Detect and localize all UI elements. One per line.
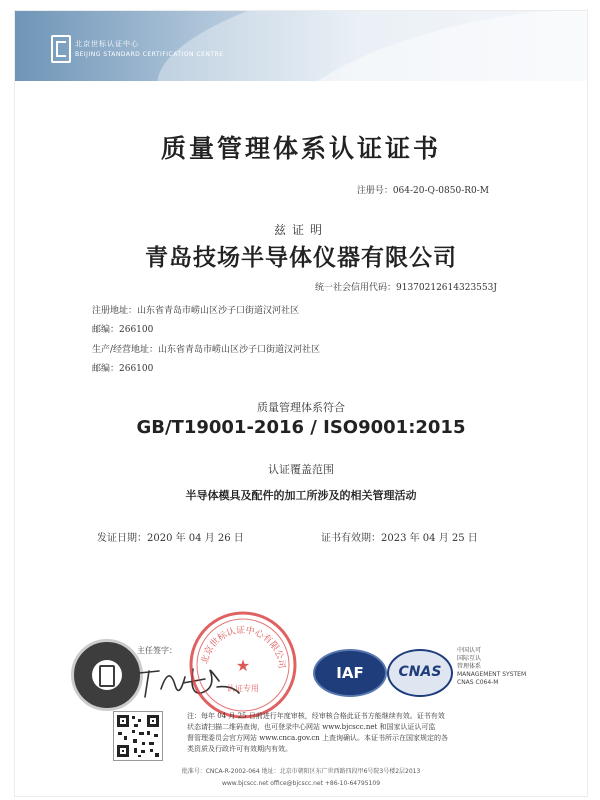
official-seal-icon	[187, 609, 299, 721]
org-name-cn: 北京世标认证中心	[75, 40, 139, 48]
cnas-text-line: 管理体系	[457, 663, 482, 670]
scope-text: 半导体模具及配件的加工所涉及的相关管理活动	[185, 489, 417, 502]
cnas-text-line: MANAGEMENT SYSTEM	[457, 671, 527, 678]
certificate-title: 质量管理体系认证证书	[160, 134, 441, 163]
header-banner	[15, 11, 587, 81]
signatory-label: 主任签字：	[137, 646, 177, 655]
standard-text: GB/T19001-2016 / ISO9001:2015	[136, 417, 466, 438]
expiry-date: 证书有效期：2023 年 04 月 25 日	[321, 533, 478, 544]
postcode-operating: 邮编：266100	[92, 364, 154, 374]
iaf-label: IAF	[336, 664, 364, 682]
footer-approval: 批准号：CNCA-R-2002-064 地址：北京市朝阳区东广世西路四段甲6号院3号楼2层2013	[181, 768, 421, 775]
company-name: 青岛技场半导体仪器有限公司	[145, 244, 457, 271]
certificate-sheet	[14, 10, 588, 797]
certify-text: 兹证明	[273, 223, 328, 237]
cnas-description	[457, 647, 526, 687]
postcode-registered: 邮编：266100	[92, 325, 154, 335]
credit-code: 统一社会信用代码：91370212614323553J	[315, 283, 497, 293]
footer-contact: www.bjcscc.net office@bjcscc.net +86-10-64795109	[221, 780, 381, 787]
note-line: 状态请扫描二维码查询，也可登录中心网站 www.bjcscc.net 和国家认证认可监	[187, 723, 436, 731]
qr-code-icon[interactable]	[113, 711, 163, 761]
operating-address: 生产/经营地址：山东省青岛市崂山区沙子口街道汉河社区	[92, 345, 321, 355]
cnas-label: CNAS	[398, 664, 442, 680]
cnas-text-line: CNAS C064-M	[457, 679, 499, 686]
conform-text: 质量管理体系符合	[257, 401, 345, 414]
registration-number: 注册号：064-20-Q-0850-R0-M	[356, 186, 489, 196]
scope-label: 认证覆盖范围	[268, 463, 334, 476]
note-line: 注：每年 04 月 25 日前进行年度审核，经审核合格此证书方能继续有效。证书有效	[187, 712, 445, 720]
svg-text:★: ★	[235, 656, 251, 675]
certificate-notes	[187, 711, 532, 755]
issue-date: 发证日期：2020 年 04 月 26 日	[97, 533, 244, 544]
seal-text: 北京世标认证中心有限公司	[200, 625, 287, 670]
cnas-text-line: 中国认可	[457, 647, 482, 654]
seal-center-text: 认证专用	[227, 684, 259, 693]
org-name-en: BEIJING STANDARD CERTIFICATION CENTRE	[75, 51, 224, 58]
cnas-text-line: 国际互认	[457, 655, 482, 662]
note-line: 督管理委员会官方网站 www.cnca.gov.cn 上查询确认。本证书所示在国家规定的各	[187, 734, 449, 742]
standard-logo-seal-icon	[71, 639, 143, 711]
cnas-logo	[387, 649, 453, 697]
iaf-logo	[313, 649, 387, 697]
note-line: 类资质及行政许可有效期内有效。	[187, 745, 292, 753]
center-logo-icon	[51, 35, 71, 63]
registered-address: 注册地址：山东省青岛市崂山区沙子口街道汉河社区	[92, 306, 300, 316]
